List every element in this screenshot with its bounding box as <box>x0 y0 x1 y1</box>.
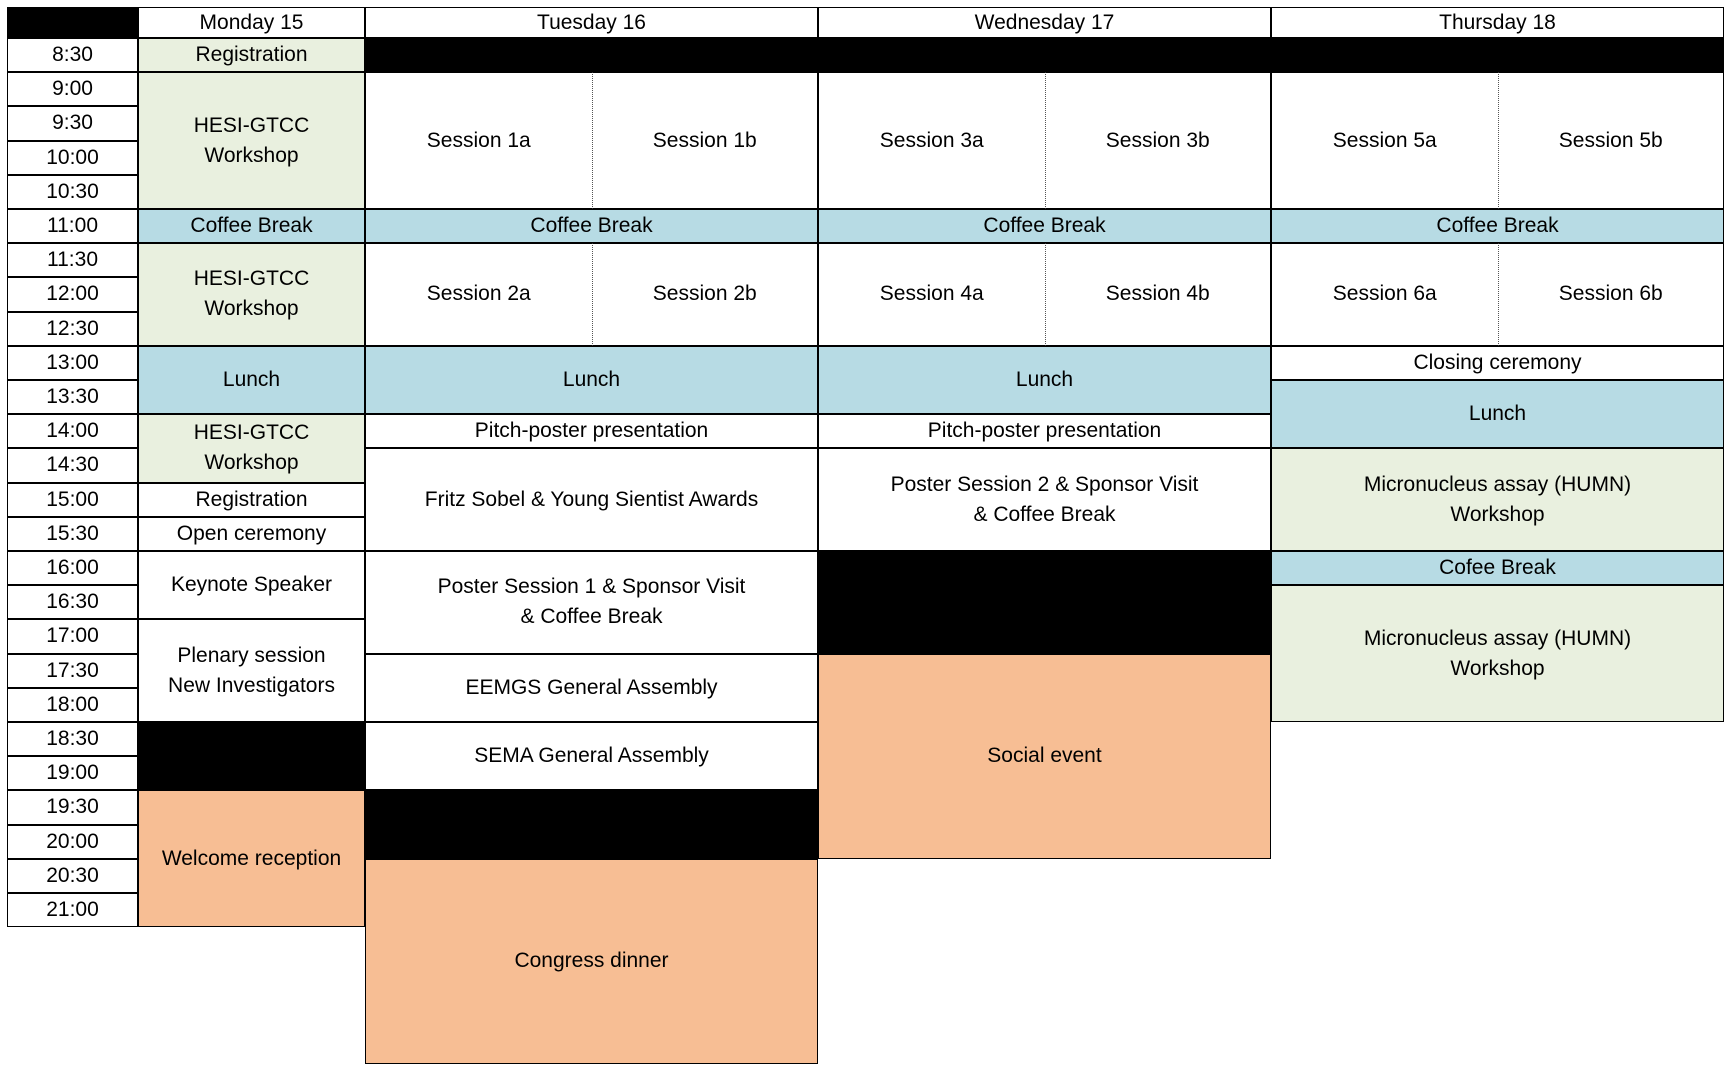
time-label-label: 12:00 <box>46 282 99 306</box>
time-label-label: 14:30 <box>46 453 99 477</box>
event-block[interactable] <box>365 346 818 414</box>
event-block[interactable] <box>1271 243 1498 346</box>
event-block-label: Session 6b <box>1558 282 1663 306</box>
day-header-3-label: Wednesday 17 <box>974 10 1115 34</box>
blocked-slot[interactable] <box>365 38 1724 72</box>
event-block-label: EEMGS General Assembly <box>465 675 718 699</box>
event-block-label: Session 2a <box>426 282 531 306</box>
event-block[interactable] <box>1045 72 1272 209</box>
event-block-label: Cofee Break <box>1439 556 1556 580</box>
time-label-label: 15:00 <box>46 487 99 511</box>
time-label-label: 20:00 <box>46 829 99 853</box>
event-block[interactable] <box>365 551 818 654</box>
time-label-label: 20:30 <box>46 863 99 887</box>
event-block[interactable] <box>138 209 365 243</box>
time-label-label: 13:30 <box>46 385 99 409</box>
time-label <box>7 619 138 653</box>
event-block-label: Lunch <box>562 367 621 391</box>
time-label <box>7 72 138 106</box>
event-block[interactable] <box>138 517 365 551</box>
time-label-label: 13:00 <box>46 350 99 374</box>
event-block[interactable] <box>818 654 1271 859</box>
event-block[interactable] <box>818 448 1271 551</box>
event-block[interactable] <box>818 414 1271 448</box>
event-block-label: Session 6a <box>1332 282 1437 306</box>
event-block-label: Session 5b <box>1558 128 1663 152</box>
event-block-label: Fritz Sobel & Young Sientist Awards <box>424 487 759 511</box>
time-label-label: 11:30 <box>47 248 98 272</box>
event-block-label: Session 4b <box>1105 282 1210 306</box>
time-label <box>7 483 138 517</box>
event-block-label: Micronucleus assay (HUMN) Workshop <box>1363 472 1632 526</box>
event-block-label: Session 1b <box>652 128 757 152</box>
time-label-label: 17:00 <box>46 624 99 648</box>
time-label <box>7 790 138 824</box>
event-block-label: Congress dinner <box>514 949 669 973</box>
event-block-label: Session 3a <box>879 128 984 152</box>
event-block[interactable] <box>1271 380 1724 448</box>
event-block[interactable] <box>1271 551 1724 585</box>
time-label-label: 16:30 <box>46 590 99 614</box>
event-block[interactable] <box>365 722 818 790</box>
header-corner <box>7 7 138 38</box>
event-block-label: Coffee Break <box>983 214 1106 238</box>
time-label <box>7 654 138 688</box>
time-label <box>7 859 138 893</box>
time-label-label: 8:30 <box>52 43 93 67</box>
event-block[interactable] <box>138 619 365 722</box>
event-block[interactable] <box>818 209 1271 243</box>
time-label-label: 19:00 <box>46 761 99 785</box>
event-block[interactable] <box>592 72 819 209</box>
event-block-label: Keynote Speaker <box>170 573 333 597</box>
event-block-label: Welcome reception <box>161 846 342 870</box>
event-block[interactable] <box>1271 72 1498 209</box>
event-block[interactable] <box>818 72 1045 209</box>
event-block-label: Coffee Break <box>1436 214 1559 238</box>
event-block[interactable] <box>1271 346 1724 380</box>
time-label <box>7 517 138 551</box>
event-block[interactable] <box>365 72 592 209</box>
time-label <box>7 209 138 243</box>
time-label <box>7 277 138 311</box>
blocked-slot[interactable] <box>365 790 818 858</box>
day-header-3 <box>818 7 1271 38</box>
event-block-label: Session 5a <box>1332 128 1437 152</box>
event-block[interactable] <box>365 654 818 722</box>
time-label <box>7 893 138 927</box>
day-header-2-label: Tuesday 16 <box>537 10 646 34</box>
time-label <box>7 448 138 482</box>
event-block[interactable] <box>365 859 818 1064</box>
event-block[interactable] <box>138 790 365 927</box>
event-block-label: HESI-GTCC Workshop <box>193 421 310 475</box>
time-label-label: 17:30 <box>46 658 99 682</box>
event-block[interactable] <box>365 209 818 243</box>
event-block-label: HESI-GTCC Workshop <box>193 267 310 321</box>
time-label-label: 15:30 <box>46 521 99 545</box>
event-block[interactable] <box>818 346 1271 414</box>
event-block-label: Session 4a <box>879 282 984 306</box>
time-label <box>7 312 138 346</box>
event-block-label: SEMA General Assembly <box>474 744 709 768</box>
time-label <box>7 414 138 448</box>
event-block-label: Session 2b <box>652 282 757 306</box>
time-label-label: 21:00 <box>46 898 99 922</box>
event-block-label: HESI-GTCC Workshop <box>193 113 310 167</box>
event-block[interactable] <box>1498 243 1725 346</box>
event-block-label: Poster Session 2 & Sponsor Visit & Coffee Break <box>890 472 1199 526</box>
time-label-label: 18:30 <box>46 727 99 751</box>
event-block-label: Registration <box>195 487 308 511</box>
time-label <box>7 825 138 859</box>
event-block-label: Lunch <box>1015 367 1074 391</box>
event-block[interactable] <box>365 414 818 448</box>
event-block-label: Registration <box>195 43 308 67</box>
time-label-label: 9:30 <box>52 111 93 135</box>
event-block-label: Session 3b <box>1105 128 1210 152</box>
day-header-4 <box>1271 7 1724 38</box>
time-label <box>7 551 138 585</box>
time-label-label: 10:00 <box>46 145 99 169</box>
event-block-label: Social event <box>987 744 1102 768</box>
time-label <box>7 38 138 72</box>
day-header-4-label: Thursday 18 <box>1439 10 1556 34</box>
time-label <box>7 585 138 619</box>
time-label-label: 10:30 <box>46 179 99 203</box>
time-label <box>7 722 138 756</box>
event-block[interactable] <box>818 243 1045 346</box>
time-label-label: 12:30 <box>46 316 99 340</box>
event-block-label: Pitch-poster presentation <box>927 419 1162 443</box>
event-block[interactable] <box>138 483 365 517</box>
event-block[interactable] <box>1271 585 1724 722</box>
time-label <box>7 346 138 380</box>
time-label <box>7 175 138 209</box>
event-block[interactable] <box>365 448 818 551</box>
event-block[interactable] <box>138 346 365 414</box>
event-block[interactable] <box>1271 448 1724 551</box>
blocked-slot[interactable] <box>138 722 365 790</box>
event-block[interactable] <box>138 414 365 482</box>
event-block-label: Lunch <box>1468 402 1527 426</box>
time-label-label: 14:00 <box>46 419 99 443</box>
event-block[interactable] <box>365 243 592 346</box>
time-label <box>7 756 138 790</box>
event-block-label: Plenary session New Investigators <box>168 643 335 697</box>
time-label <box>7 243 138 277</box>
time-label-label: 16:00 <box>46 556 99 580</box>
time-label-label: 11:00 <box>47 214 98 238</box>
event-block[interactable] <box>1498 72 1725 209</box>
day-header-1 <box>138 7 365 38</box>
event-block[interactable] <box>138 551 365 619</box>
day-header-2 <box>365 7 818 38</box>
time-label <box>7 141 138 175</box>
time-label-label: 18:00 <box>46 692 99 716</box>
event-block-label: Pitch-poster presentation <box>474 419 709 443</box>
event-block-label: Poster Session 1 & Sponsor Visit & Coffee Break <box>437 575 746 629</box>
event-block[interactable] <box>138 72 365 209</box>
day-header-1-label: Monday 15 <box>199 10 304 34</box>
blocked-slot[interactable] <box>818 551 1271 654</box>
event-block-label: Lunch <box>222 367 281 391</box>
event-block-label: Coffee Break <box>530 214 653 238</box>
event-block[interactable] <box>1045 243 1272 346</box>
time-label-label: 9:00 <box>52 77 93 101</box>
event-block[interactable] <box>138 243 365 346</box>
time-label <box>7 380 138 414</box>
event-block[interactable] <box>138 38 365 72</box>
time-label-label: 19:30 <box>46 795 99 819</box>
event-block-label: Closing ceremony <box>1413 350 1582 374</box>
event-block-label: Coffee Break <box>190 214 313 238</box>
event-block-label: Micronucleus assay (HUMN) Workshop <box>1363 626 1632 680</box>
event-block-label: Session 1a <box>426 128 531 152</box>
event-block[interactable] <box>1271 209 1724 243</box>
event-block-label: Open ceremony <box>176 521 327 545</box>
event-block[interactable] <box>592 243 819 346</box>
time-label <box>7 688 138 722</box>
time-label <box>7 106 138 140</box>
